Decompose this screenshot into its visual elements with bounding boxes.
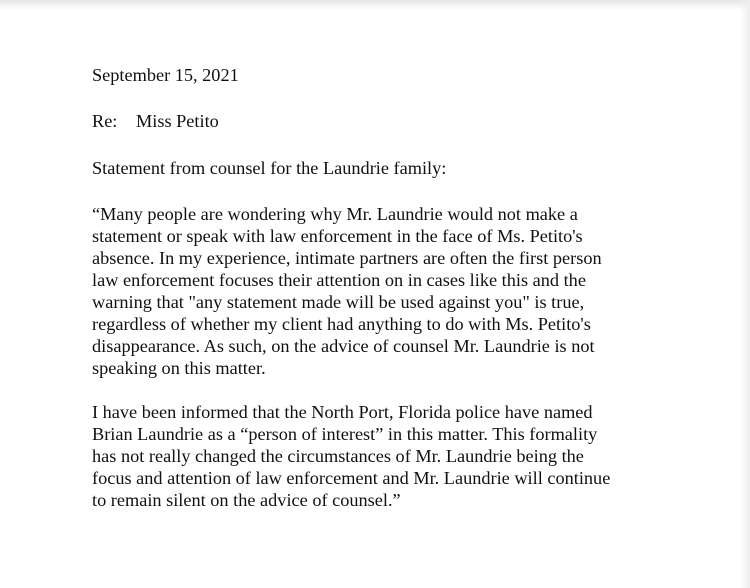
paragraph-line: law enforcement focuses their attention on in cases like this and the (92, 270, 586, 290)
page-edge-shadow (0, 0, 750, 10)
paragraph-line: speaking on this matter. (92, 358, 266, 378)
statement-intro: Statement from counsel for the Laundrie family: (92, 158, 447, 178)
paragraph-line: absence. In my experience, intimate partners are often the first person (92, 248, 602, 268)
paragraph-line: I have been informed that the North Port, Florida police have named (92, 402, 593, 422)
subject-line (92, 110, 219, 132)
statement-paragraph-2 (92, 401, 610, 511)
paragraph-line: focus and attention of law enforcement and Mr. Laundrie will continue (92, 468, 611, 488)
paragraph-line: has not really changed the circumstances of Mr. Laundrie being the (92, 446, 584, 466)
paragraph-line: disappearance. As such, on the advice of counsel Mr. Laundrie is not (92, 336, 595, 356)
letter-date: September 15, 2021 (92, 65, 239, 85)
paragraph-line: “Many people are wondering why Mr. Laundrie would not make a (92, 204, 578, 224)
paragraph-line: regardless of whether my client had anything to do with Ms. Petito's (92, 314, 591, 334)
page-side-shadow (740, 0, 750, 588)
subject-label: Re: (92, 111, 118, 131)
paragraph-line: warning that "any statement made will be used against you" is true, (92, 292, 585, 312)
subject-text: Miss Petito (136, 111, 219, 131)
paragraph-line: to remain silent on the advice of counsel.” (92, 490, 401, 510)
paragraph-line: Brian Laundrie as a “person of interest” in this matter. This formality (92, 424, 598, 444)
statement-paragraph-1 (92, 203, 602, 379)
paragraph-line: statement or speak with law enforcement in the face of Ms. Petito's (92, 226, 583, 246)
